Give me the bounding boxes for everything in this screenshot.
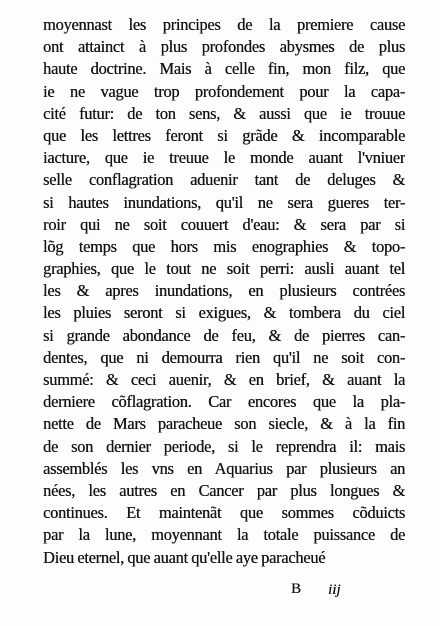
signature-mark: B [291,581,302,597]
text-line: ie ne vague trop profondement pour la capa- [43,81,405,101]
text-line: lõg temps que hors mis enographies & topo- [43,236,405,256]
text-line: de son dernier periode, si le reprendra il: mais [43,436,405,456]
text-line: les & apres inundations, en plusieurs contrées [43,281,405,301]
text-line: ont attainct à plus profondes abysmes de plus [43,37,405,57]
text-line: Dieu eternel, que auant qu'elle aye paracheué [43,547,326,567]
text-line: moyennast les principes de la premiere cause [43,15,405,34]
text-line: nées, les autres en Cancer par plus longues & [43,480,405,500]
text-line: que les lettres feront si grãde & incomparable [43,125,405,145]
text-line: graphies, que le tout ne soit perri: ausli auant tel [43,259,405,279]
text-line: summé: & ceci auenir, & en brief, & auant la [43,370,405,389]
text-line: si hautes inundations, qu'il ne sera gueres ter- [43,192,405,212]
text-line: roir qui ne soit couuert d'eau: & sera par si [43,214,405,234]
text-line: assemblés les vns en Aquarius par plusieurs an [43,458,405,478]
text-line: selle conflagration aduenir tant de deluges & [43,170,405,190]
folio-number: iij [328,582,341,598]
page-footer [0,581,440,603]
text-line: dentes, que ni demourra rien qu'il ne soit con- [43,347,405,367]
text-line: nette de Mars paracheue son siecle, & à la fin [43,414,405,434]
body-text [43,14,405,569]
text-line: haute doctrine. Mais à celle fin, mon filz, que [43,59,405,79]
text-line: si grande abondance de feu, & de pierres can- [43,325,405,345]
text-line: iacture, que ie treuue le monde auant l'vniuer [43,148,405,168]
text-line: continues. Et maintenãt que sommes cõduicts [43,503,405,523]
text-line: par la lune, moyennant la totale puissance de [43,525,405,545]
text-line: derniere cõflagration. Car encores que la pla- [43,392,405,412]
text-line: les pluies seront si exigues, & tombera du ciel [43,303,405,323]
text-line: cité futur: de ton sens, & aussi que ie trouue [43,103,405,123]
